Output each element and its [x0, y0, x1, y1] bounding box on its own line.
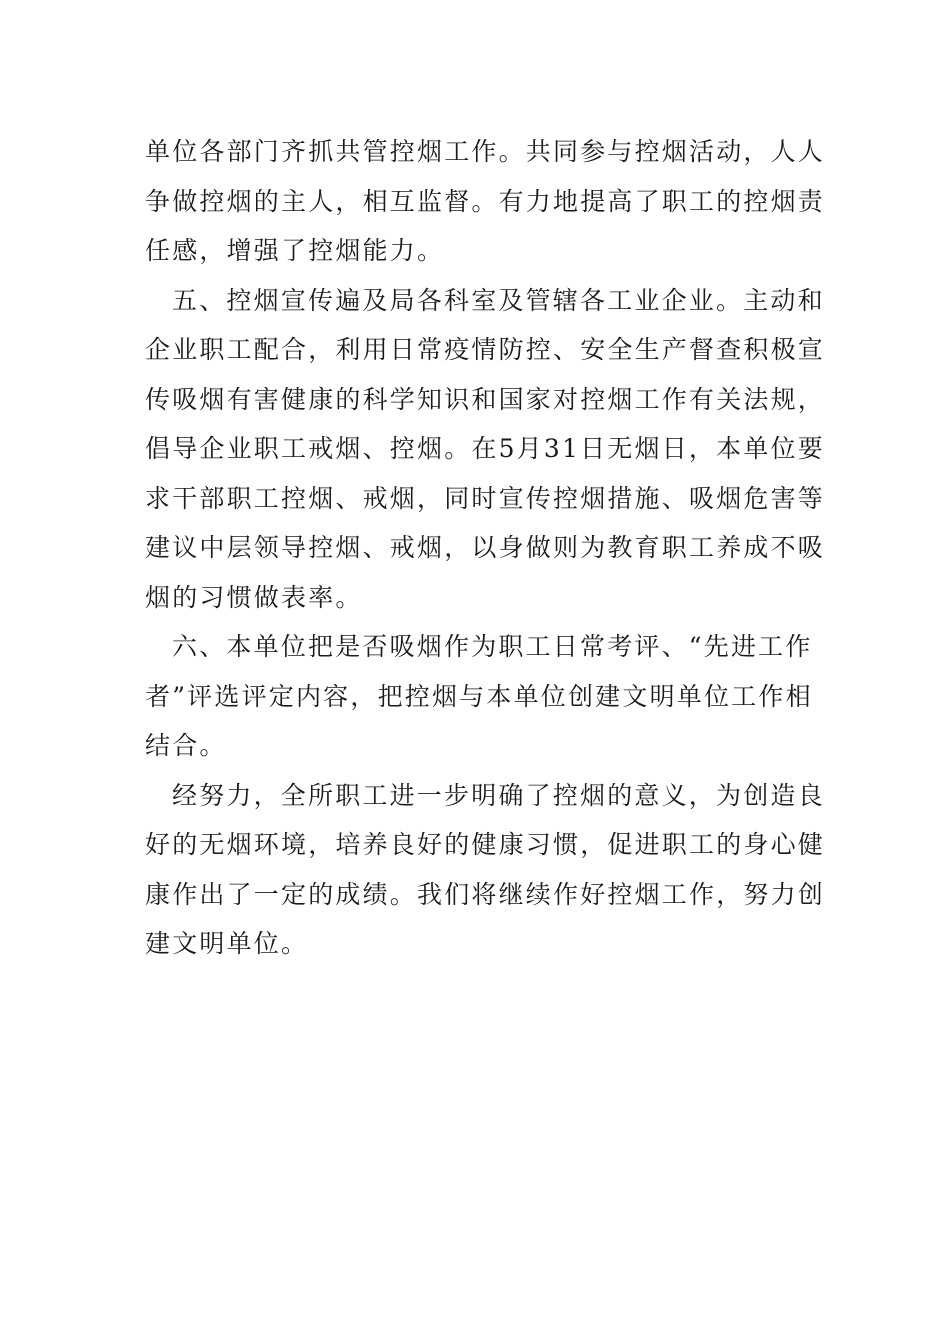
paragraph-4	[145, 771, 826, 969]
paragraph-line: 六、本单位把是否吸烟作为职工日常考评、“先进工作	[172, 632, 813, 661]
paragraph-line: 康作出了一定的成绩。我们将继续作好控烟工作，努力创	[145, 879, 826, 909]
paragraph-line: 建文明单位。	[145, 929, 309, 958]
paragraph-line: 烟的习惯做表率。	[145, 582, 363, 612]
paragraph-line: 任感，增强了控烟能力。	[145, 236, 445, 265]
paragraph-line: 求干部职工控烟、戒烟，同时宣传控烟措施、吸烟危害等	[145, 483, 826, 513]
paragraph-line: 单位各部门齐抓共管控烟工作。共同参与控烟活动，人人	[145, 137, 826, 166]
paragraph-line: 传吸烟有害健康的科学知识和国家对控烟工作有关法规，	[145, 384, 826, 414]
document-body	[145, 127, 826, 969]
paragraph-1	[145, 127, 826, 276]
paragraph-line: 经努力，全所职工进一步明确了控烟的意义，为创造良	[172, 780, 825, 810]
paragraph-line: 好的无烟环境，培养良好的健康习惯，促进职工的身心健	[145, 830, 826, 859]
paragraph-line: 企业职工配合，利用日常疫情防控、安全生产督查积极宣	[145, 335, 826, 364]
paragraph-3	[145, 622, 813, 771]
paragraph-2	[145, 276, 826, 623]
paragraph-line: 建议中层领导控烟、戒烟，以身做则为教育职工养成不吸	[145, 533, 826, 562]
paragraph-line: 倡导企业职工戒烟、控烟。在5月31日无烟日，本单位要	[145, 434, 825, 463]
paragraph-line: 争做控烟的主人，相互监督。有力地提高了职工的控烟责	[145, 186, 826, 216]
paragraph-line: 者”评选评定内容，把控烟与本单位创建文明单位工作相	[145, 681, 813, 711]
paragraph-line: 五、控烟宣传遍及局各科室及管辖各工业企业。主动和	[172, 285, 825, 315]
paragraph-line: 结合。	[145, 731, 227, 760]
